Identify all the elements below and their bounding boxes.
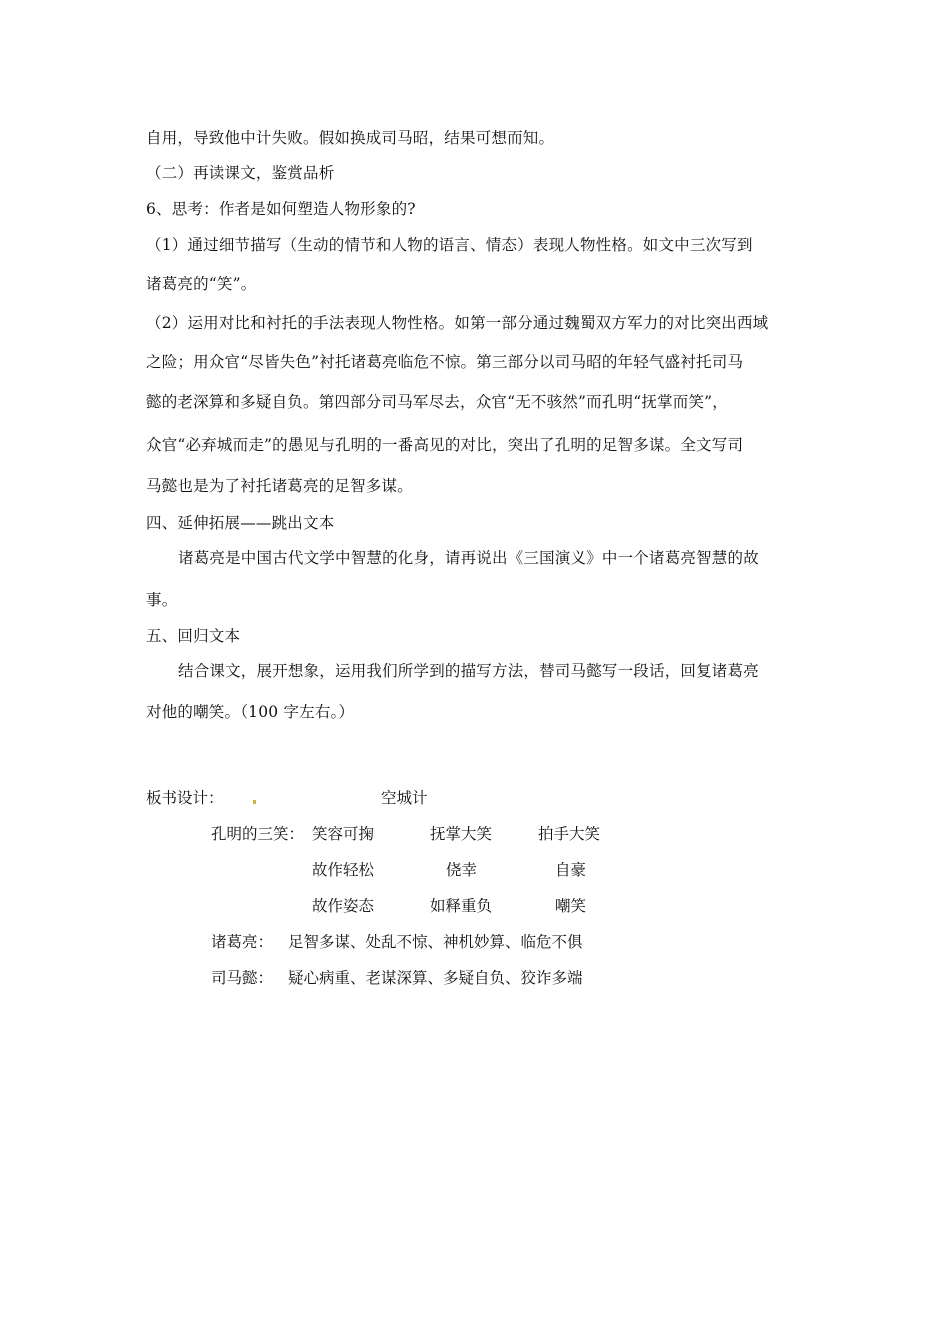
board-row-head: 诸葛亮： [211, 933, 274, 951]
board-cell: 侥幸 [446, 861, 478, 879]
section-heading: （二）再读课文，鉴赏品析 [146, 164, 335, 182]
paragraph-line: 懿的老深算和多疑自负。第四部分司马军尽去，众官“无不骇然”而孔明“抚掌而笑”， [146, 393, 728, 411]
question-line: 6、思考：作者是如何塑造人物形象的? [146, 200, 416, 218]
board-cell: 拍手大笑 [538, 825, 601, 843]
mark-dot [253, 800, 256, 804]
paragraph-line: 结合课文，展开想象，运用我们所学到的描写方法，替司马懿写一段话，回复诸葛亮 [178, 662, 759, 680]
board-row-head: 孔明的三笑： [211, 825, 305, 843]
board-cell: 笑容可掬 [312, 825, 375, 843]
section-heading: 四、延伸拓展——跳出文本 [146, 514, 335, 532]
board-cell: 如释重负 [430, 897, 493, 915]
paragraph-line: 诸葛亮是中国古代文学中智慧的化身，请再说出《三国演义》中一个诸葛亮智慧的故 [178, 549, 759, 567]
paragraph-line: 事。 [146, 591, 178, 609]
board-cell: 嘲笑 [555, 897, 587, 915]
paragraph-line: （1）通过细节描写（生动的情节和人物的语言、情态）表现人物性格。如文中三次写到 [146, 236, 753, 254]
board-row-text: 足智多谋、处乱不惊、神机妙算、临危不俱 [288, 933, 583, 951]
board-title: 空城计 [381, 789, 428, 807]
paragraph-line: 之险；用众官“尽皆失色”衬托诸葛亮临危不惊。第三部分以司马昭的年轻气盛衬托司马 [146, 353, 744, 371]
board-cell: 故作姿态 [312, 897, 375, 915]
board-row-text: 疑心病重、老谋深算、多疑自负、狡诈多端 [288, 969, 583, 987]
paragraph-line: （2）运用对比和衬托的手法表现人物性格。如第一部分通过魏蜀双方军力的对比突出西域 [146, 314, 769, 332]
section-heading: 五、回归文本 [146, 627, 241, 645]
paragraph-line: 对他的嘲笑。（100 字左右。） [146, 703, 355, 721]
paragraph-line: 众官“必弃城而走”的愚见与孔明的一番高见的对比，突出了孔明的足智多谋。全文写司 [146, 436, 744, 454]
board-cell: 故作轻松 [312, 861, 375, 879]
board-label: 板书设计： [146, 789, 224, 807]
paragraph-line: 诸葛亮的“笑”。 [146, 275, 257, 293]
paragraph-line: 自用，导致他中计失败。假如换成司马昭，结果可想而知。 [146, 129, 555, 147]
paragraph-line: 马懿也是为了衬托诸葛亮的足智多谋。 [146, 477, 413, 495]
board-row-head: 司马懿： [211, 969, 274, 987]
board-cell: 抚掌大笑 [430, 825, 493, 843]
board-cell: 自豪 [555, 861, 587, 879]
